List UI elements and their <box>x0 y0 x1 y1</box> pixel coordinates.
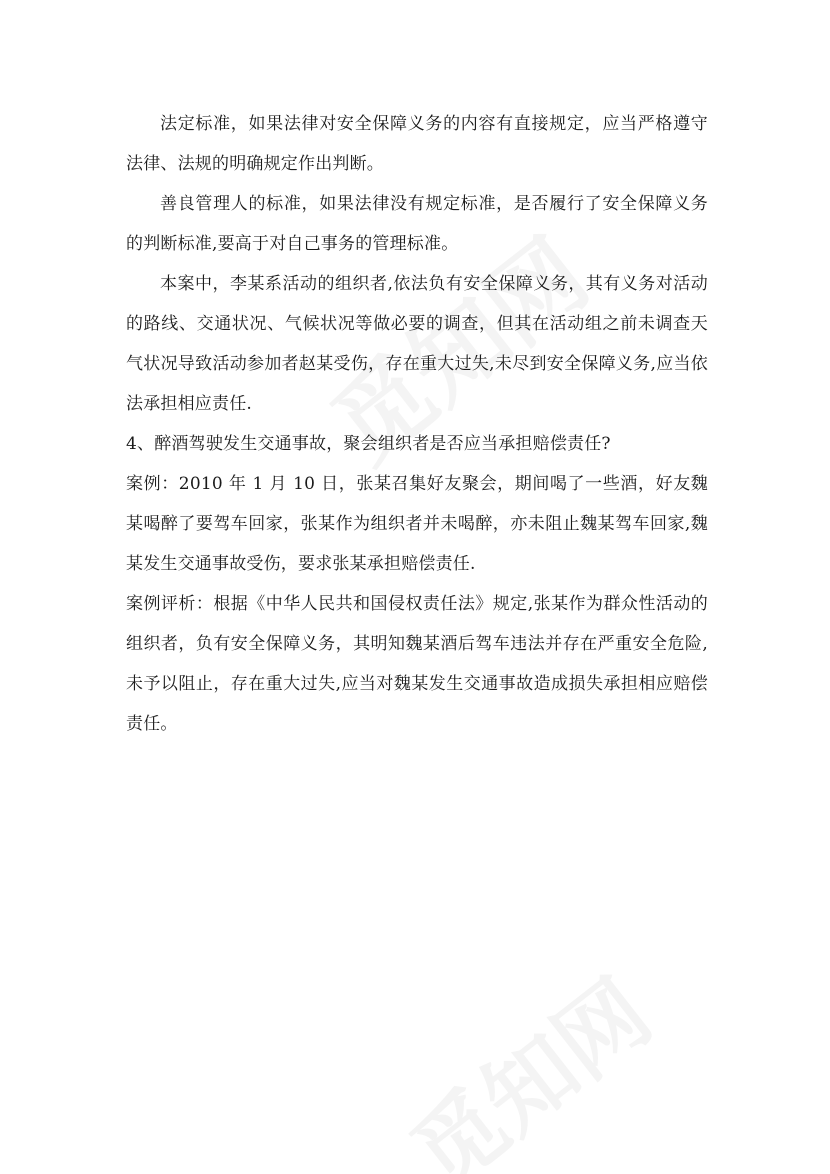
section-heading-question-4: 4、醉酒驾驶发生交通事故，聚会组织者是否应当承担赔偿责任? <box>126 434 611 454</box>
paragraph-case-commentary: 案例评析：根据《中华人民共和国侵权责任法》规定,张某作为群众性活动的组织者，负有安全保障义务，其明知魏某酒后驾车违法并存在严重安全危险,未予以阻止，存在重大过失,应当对魏某发生交通事故造成损失承担相应赔偿责任。 <box>126 594 708 734</box>
paragraph-case-example: 案例：2010 年 1 月 10 日，张某召集好友聚会，期间喝了一些酒，好友魏某喝醉了要驾车回家，张某作为组织者并未喝醉，亦未阻止魏某驾车回家,魏某发生交通事故受伤，要求张某承担赔偿责任. <box>126 474 708 574</box>
paragraph-case-analysis: 本案中，李某系活动的组织者,依法负有安全保障义务，其有义务对活动的路线、交通状况、气候状况等做必要的调查，但其在活动组之前未调查天气状况导致活动参加者赵某受伤，存在重大过失,未尽到安全保障义务,应当依法承担相应责任. <box>126 274 708 414</box>
watermark-logo <box>380 944 673 1174</box>
paragraph-legal-standard: 法定标准，如果法律对安全保障义务的内容有直接规定，应当严格遵守法律、法规的明确规定作出判断。 <box>126 114 708 174</box>
paragraph-good-manager-standard: 善良管理人的标准，如果法律没有规定标准，是否履行了安全保障义务的判断标准,要高于对自己事务的管理标准。 <box>126 194 708 254</box>
document-body <box>126 104 708 744</box>
